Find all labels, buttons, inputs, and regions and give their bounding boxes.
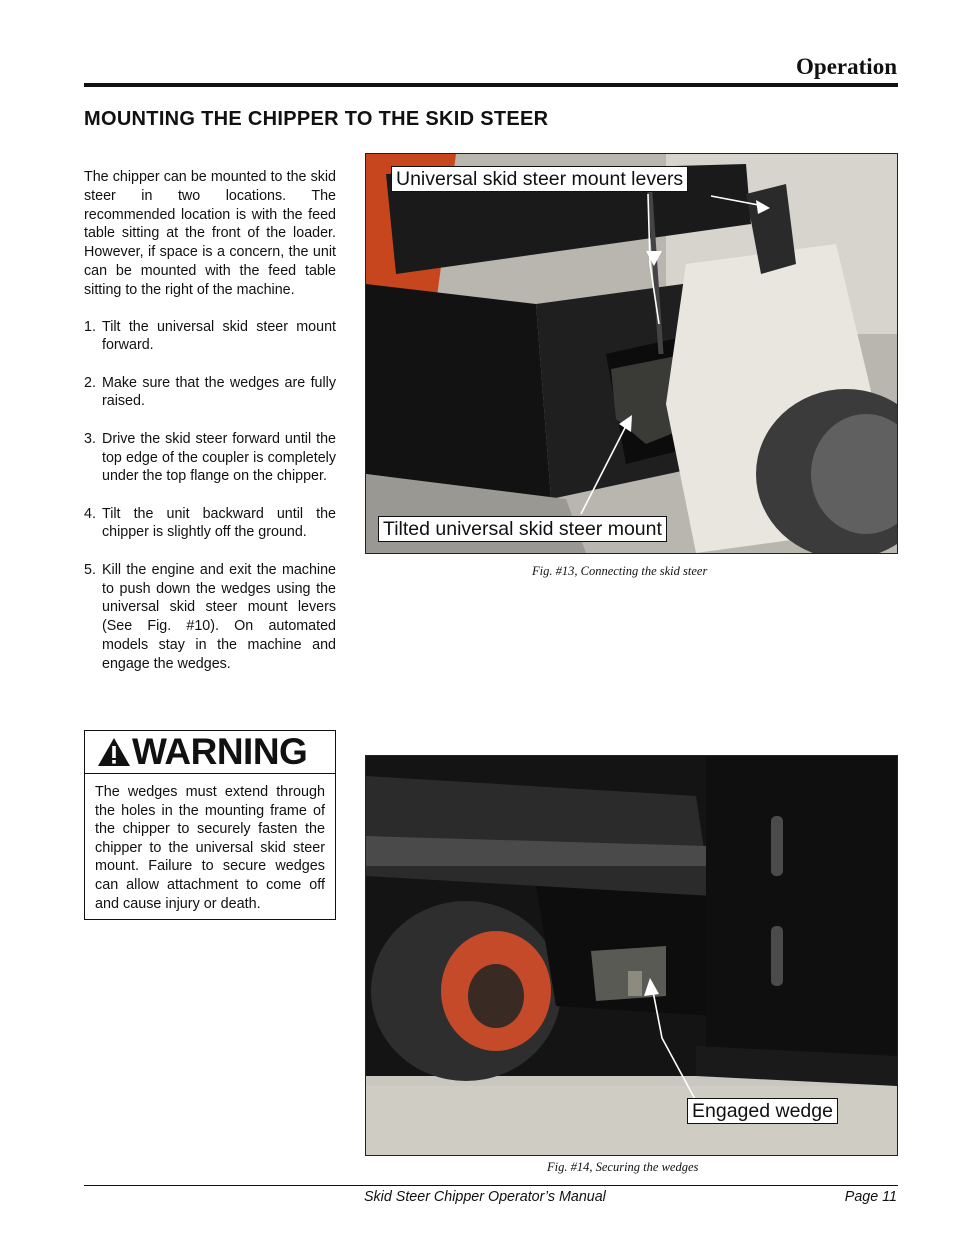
step-item bbox=[84, 505, 336, 543]
warning-box bbox=[84, 730, 336, 920]
step-text: Tilt the universal skid steer mount forward. bbox=[102, 318, 336, 354]
figure-14-photo bbox=[365, 755, 898, 1156]
header-rule bbox=[84, 83, 898, 87]
steps-list bbox=[84, 318, 336, 674]
warning-triangle-icon bbox=[97, 737, 131, 767]
step-number: 4. bbox=[84, 505, 96, 522]
page-title: MOUNTING THE CHIPPER TO THE SKID STEER bbox=[84, 108, 549, 130]
step-text: Make sure that the wedges are fully raised. bbox=[102, 374, 336, 410]
instructions-column bbox=[84, 168, 336, 692]
footer-rule bbox=[84, 1185, 898, 1186]
callout-mount-levers: Universal skid steer mount levers bbox=[391, 166, 688, 192]
figure-13-caption: Fig. #13, Connecting the skid steer bbox=[532, 564, 708, 578]
step-item bbox=[84, 318, 336, 356]
step-number: 3. bbox=[84, 430, 96, 447]
warning-text: The wedges must extend through the holes in the mounting frame of the chipper to securely fasten the chipper to the universal skid steer mount. Failure to secure wedges can allow attachment to come off and cause injury or death. bbox=[95, 784, 325, 912]
step-item bbox=[84, 430, 336, 486]
step-text: Kill the engine and exit the machine to push down the wedges using the universal skid steer mount levers (See Fig. #10). On automated models stay in the machine and engage the wedges. bbox=[102, 561, 336, 672]
step-item bbox=[84, 374, 336, 412]
intro-paragraph: The chipper can be mounted to the skid steer in two locations. The recommended location is with the feed table sitting at the front of the loader. However, if space is a concern, the unit can be mounted with the feed table sitting to the right of the machine. bbox=[84, 169, 336, 298]
step-number: 2. bbox=[84, 374, 96, 391]
skid-steer-connection-image bbox=[366, 154, 897, 553]
footer-manual-title: Skid Steer Chipper Operator’s Manual bbox=[364, 1189, 606, 1205]
figure-13-photo bbox=[365, 153, 898, 554]
step-text: Drive the skid steer forward until the top edge of the coupler is completely under the top flange on the chipper. bbox=[102, 430, 336, 485]
step-number: 1. bbox=[84, 318, 96, 335]
figure-14-caption: Fig. #14, Securing the wedges bbox=[547, 1160, 699, 1174]
step-number: 5. bbox=[84, 561, 96, 578]
section-header: Operation bbox=[796, 54, 897, 79]
page-number: Page 11 bbox=[844, 1189, 897, 1205]
callout-engaged-wedge: Engaged wedge bbox=[687, 1098, 838, 1124]
engaged-wedge-image bbox=[366, 756, 897, 1155]
step-item bbox=[84, 561, 336, 674]
warning-title: WARNING bbox=[132, 731, 308, 772]
warning-header bbox=[85, 731, 335, 774]
callout-tilted-mount: Tilted universal skid steer mount bbox=[378, 516, 667, 542]
step-text: Tilt the unit backward until the chipper is slightly off the ground. bbox=[102, 505, 336, 541]
